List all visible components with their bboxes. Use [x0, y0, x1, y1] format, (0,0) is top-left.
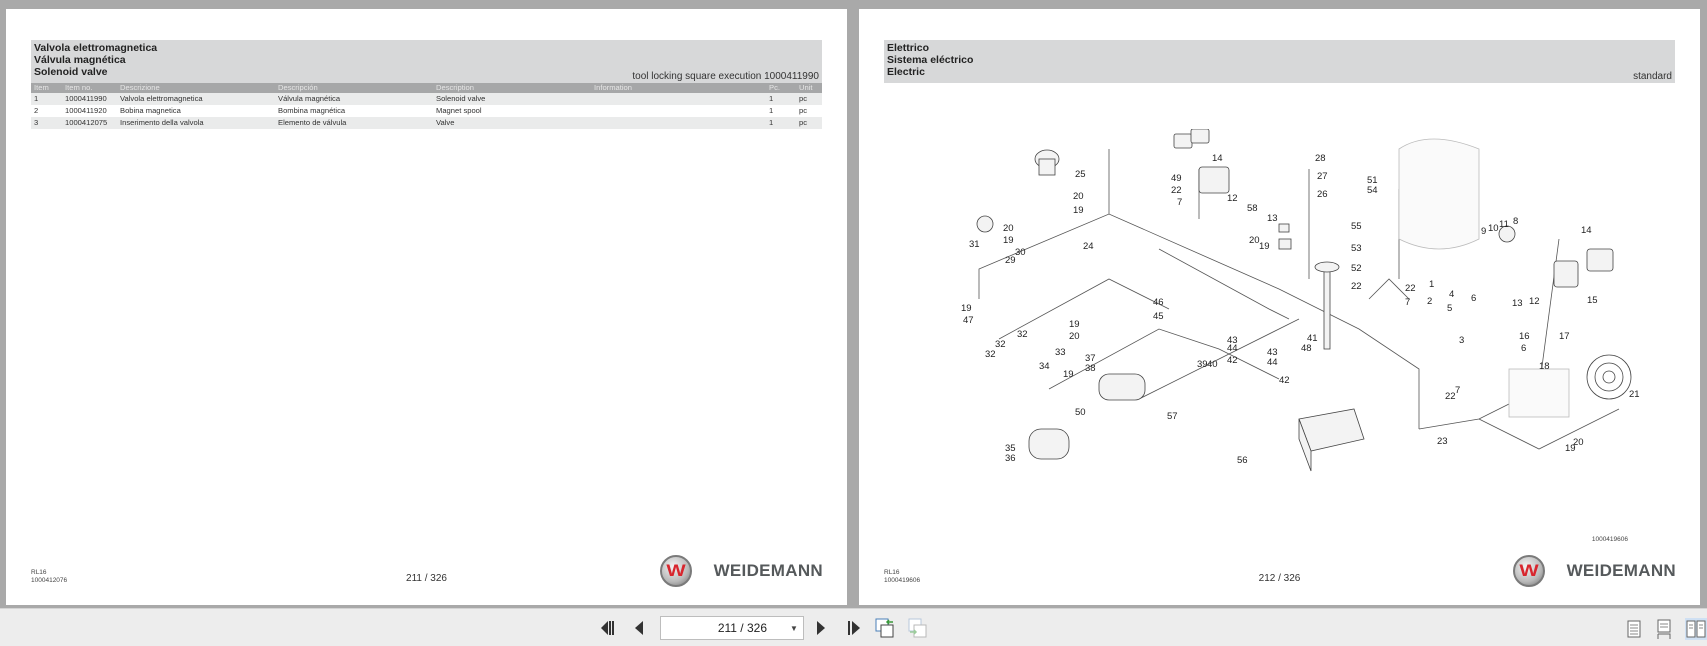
svg-text:19: 19	[1259, 241, 1270, 252]
svg-text:19: 19	[1565, 443, 1576, 454]
svg-text:32: 32	[1017, 329, 1028, 340]
svg-text:22: 22	[1405, 283, 1416, 294]
title-english: Electric	[887, 66, 925, 78]
next-page-icon	[815, 620, 827, 636]
svg-text:6: 6	[1521, 343, 1527, 354]
title-spanish: Válvula magnética	[34, 54, 126, 66]
svg-text:9: 9	[1481, 226, 1487, 237]
cell-descrizione: Valvola elettromagnetica	[117, 93, 275, 105]
svg-text:47: 47	[963, 315, 974, 326]
footer-model: RL16	[31, 569, 47, 576]
svg-text:33: 33	[1055, 347, 1066, 358]
col-header-item: Item	[31, 83, 62, 93]
two-page-icon	[1686, 620, 1706, 638]
cell-descripcion: Elemento de válvula	[275, 117, 433, 129]
title-italian: Valvola elettromagnetica	[34, 42, 158, 54]
last-page-icon	[844, 620, 862, 636]
footer-page-number: 211 / 326	[406, 573, 447, 584]
svg-text:5: 5	[1447, 303, 1453, 314]
page-number-input[interactable]	[660, 616, 804, 640]
brand-name: WEIDEMANN	[1566, 561, 1676, 580]
svg-text:42: 42	[1227, 355, 1238, 366]
svg-text:44: 44	[1227, 343, 1238, 354]
svg-text:13: 13	[1267, 213, 1278, 224]
table-header-row	[31, 83, 822, 93]
cell-description: Valve	[433, 117, 591, 129]
cell-descrizione: Bobina magnetica	[117, 105, 275, 117]
title-english: Solenoid valve	[34, 66, 108, 78]
svg-text:34: 34	[1039, 361, 1050, 372]
svg-text:29: 29	[1005, 255, 1016, 266]
first-page-icon	[600, 620, 618, 636]
svg-text:40: 40	[1207, 359, 1218, 370]
svg-text:8: 8	[1513, 216, 1519, 227]
title-italian: Elettrico	[887, 42, 930, 54]
svg-text:14: 14	[1212, 153, 1223, 164]
col-header-unit: Unit	[796, 83, 822, 93]
svg-text:7: 7	[1405, 297, 1411, 308]
svg-text:18: 18	[1539, 361, 1550, 372]
svg-text:35: 35	[1005, 443, 1016, 454]
cell-information	[591, 93, 766, 105]
svg-text:7: 7	[1455, 385, 1461, 396]
svg-text:50: 50	[1075, 407, 1086, 418]
svg-text:26: 26	[1317, 189, 1328, 200]
next-view-icon	[907, 618, 929, 638]
cell-information	[591, 105, 766, 117]
cell-unit: pc	[796, 117, 822, 129]
svg-text:58: 58	[1247, 203, 1258, 214]
weidemann-logo-icon: W	[1513, 555, 1545, 587]
svg-text:19: 19	[1063, 369, 1074, 380]
svg-text:53: 53	[1351, 243, 1362, 254]
svg-text:1: 1	[1429, 279, 1435, 290]
svg-text:57: 57	[1167, 411, 1178, 422]
svg-text:19: 19	[1073, 205, 1084, 216]
footer-doc-number: 1000419606	[884, 577, 921, 584]
continuous-pages-icon	[1657, 619, 1671, 639]
svg-text:43: 43	[1227, 335, 1238, 346]
svg-text:11: 11	[1499, 219, 1509, 230]
cell-unit: pc	[796, 105, 822, 117]
svg-text:24: 24	[1083, 241, 1094, 252]
cell-descrizione: Inserimento della valvola	[117, 117, 275, 129]
previous-page-icon	[633, 620, 645, 636]
svg-text:19: 19	[1003, 235, 1014, 246]
svg-text:41: 41	[1307, 333, 1318, 344]
svg-text:10: 10	[1488, 223, 1499, 234]
table-row	[31, 93, 822, 105]
svg-text:20: 20	[1069, 331, 1080, 342]
col-header-item-no: Item no.	[62, 83, 117, 93]
cell-information	[591, 117, 766, 129]
col-header-descrizione: Descrizione	[117, 83, 275, 93]
svg-text:22: 22	[1171, 185, 1182, 196]
svg-text:49: 49	[1171, 173, 1182, 184]
single-page-view-button[interactable]	[1623, 618, 1645, 640]
svg-text:20: 20	[1073, 191, 1084, 202]
svg-text:13: 13	[1512, 298, 1523, 309]
svg-text:42: 42	[1279, 375, 1290, 386]
svg-text:6: 6	[1471, 293, 1477, 304]
svg-text:38: 38	[1085, 363, 1096, 374]
col-header-information: Information	[591, 83, 766, 93]
svg-text:23: 23	[1437, 436, 1448, 447]
weidemann-logo	[660, 555, 823, 587]
table-row	[31, 117, 822, 129]
svg-text:43: 43	[1267, 347, 1278, 358]
single-page-icon	[1627, 620, 1641, 638]
cell-item-no: 1000411920	[62, 105, 117, 117]
footer-doc-number: 1000412076	[31, 577, 68, 584]
svg-text:27: 27	[1317, 171, 1328, 182]
header-note: standard	[1633, 71, 1672, 82]
svg-text:19: 19	[1069, 319, 1080, 330]
svg-text:28: 28	[1315, 153, 1326, 164]
cell-item: 3	[31, 117, 62, 129]
svg-text:32: 32	[985, 349, 996, 360]
weidemann-logo	[1513, 555, 1676, 587]
continuous-view-button[interactable]	[1653, 618, 1675, 640]
svg-text:44: 44	[1267, 357, 1278, 368]
header-note: tool locking square execution 1000411990	[632, 71, 819, 82]
next-page-button[interactable]	[812, 617, 830, 639]
svg-text:55: 55	[1351, 221, 1362, 232]
cell-pc: 1	[766, 93, 796, 105]
cell-pc: 1	[766, 105, 796, 117]
svg-text:48: 48	[1301, 343, 1312, 354]
section-header	[31, 40, 822, 83]
svg-text:31: 31	[969, 239, 980, 250]
title-spanish: Sistema eléctrico	[887, 54, 974, 66]
svg-text:36: 36	[1005, 453, 1016, 464]
previous-view-icon	[875, 618, 897, 638]
brand-name: WEIDEMANN	[713, 561, 823, 580]
svg-text:12: 12	[1227, 193, 1238, 204]
svg-text:56: 56	[1237, 455, 1248, 466]
svg-text:17: 17	[1559, 331, 1570, 342]
col-header-description: Description	[433, 83, 591, 93]
svg-text:2: 2	[1427, 296, 1433, 307]
first-page-button[interactable]	[598, 617, 620, 639]
svg-text:16: 16	[1519, 331, 1530, 342]
navigation-toolbar	[0, 608, 1707, 646]
page-211	[6, 9, 847, 605]
svg-text:30: 30	[1015, 247, 1026, 258]
last-page-button[interactable]	[842, 617, 864, 639]
svg-text:20: 20	[1003, 223, 1014, 234]
svg-text:52: 52	[1351, 263, 1362, 274]
footer-model: RL16	[884, 569, 900, 576]
parts-table	[31, 83, 822, 129]
section-header	[884, 40, 1675, 83]
weidemann-logo-icon: W	[660, 555, 692, 587]
footer-page-number: 212 / 326	[1258, 573, 1301, 584]
drawing-number: 1000419606	[1591, 536, 1628, 543]
svg-text:15: 15	[1587, 295, 1598, 306]
svg-text:12: 12	[1529, 296, 1540, 307]
svg-text:19: 19	[961, 303, 972, 314]
svg-text:21: 21	[1629, 389, 1640, 400]
cell-item: 1	[31, 93, 62, 105]
page-number-value: 211 / 326	[717, 621, 767, 635]
svg-text:3: 3	[1459, 335, 1465, 346]
electrical-exploded-diagram	[959, 129, 1659, 529]
svg-text:22: 22	[1351, 281, 1362, 292]
cell-unit: pc	[796, 93, 822, 105]
cell-description: Magnet spool	[433, 105, 591, 117]
svg-text:20: 20	[1573, 437, 1584, 448]
svg-text:54: 54	[1367, 185, 1378, 196]
svg-text:51: 51	[1367, 175, 1378, 186]
svg-text:14: 14	[1581, 225, 1592, 236]
svg-text:25: 25	[1075, 169, 1086, 180]
svg-text:39: 39	[1197, 359, 1208, 370]
previous-view-button[interactable]	[874, 617, 898, 639]
col-header-pc: Pc.	[766, 83, 796, 93]
next-view-button[interactable]	[906, 617, 930, 639]
svg-text:46: 46	[1153, 297, 1164, 308]
cell-pc: 1	[766, 117, 796, 129]
previous-page-button[interactable]	[630, 617, 648, 639]
cell-description: Solenoid valve	[433, 93, 591, 105]
svg-text:37: 37	[1085, 353, 1096, 364]
svg-text:45: 45	[1153, 311, 1164, 322]
table-row	[31, 105, 822, 117]
cell-item: 2	[31, 105, 62, 117]
wiring-harness-drawing	[959, 129, 1659, 529]
cell-descripcion: Válvula magnética	[275, 93, 433, 105]
svg-text:22: 22	[1445, 391, 1456, 402]
svg-text:20: 20	[1249, 235, 1260, 246]
col-header-descripcion: Descripción	[275, 83, 433, 93]
two-page-view-button[interactable]	[1685, 618, 1707, 640]
svg-text:4: 4	[1449, 289, 1455, 300]
cell-descripcion: Bombina magnética	[275, 105, 433, 117]
page-212	[859, 9, 1700, 605]
svg-text:7: 7	[1177, 197, 1183, 208]
chevron-down-icon[interactable]: ▼	[790, 623, 798, 633]
cell-item-no: 1000412075	[62, 117, 117, 129]
svg-text:32: 32	[995, 339, 1006, 350]
cell-item-no: 1000411990	[62, 93, 117, 105]
